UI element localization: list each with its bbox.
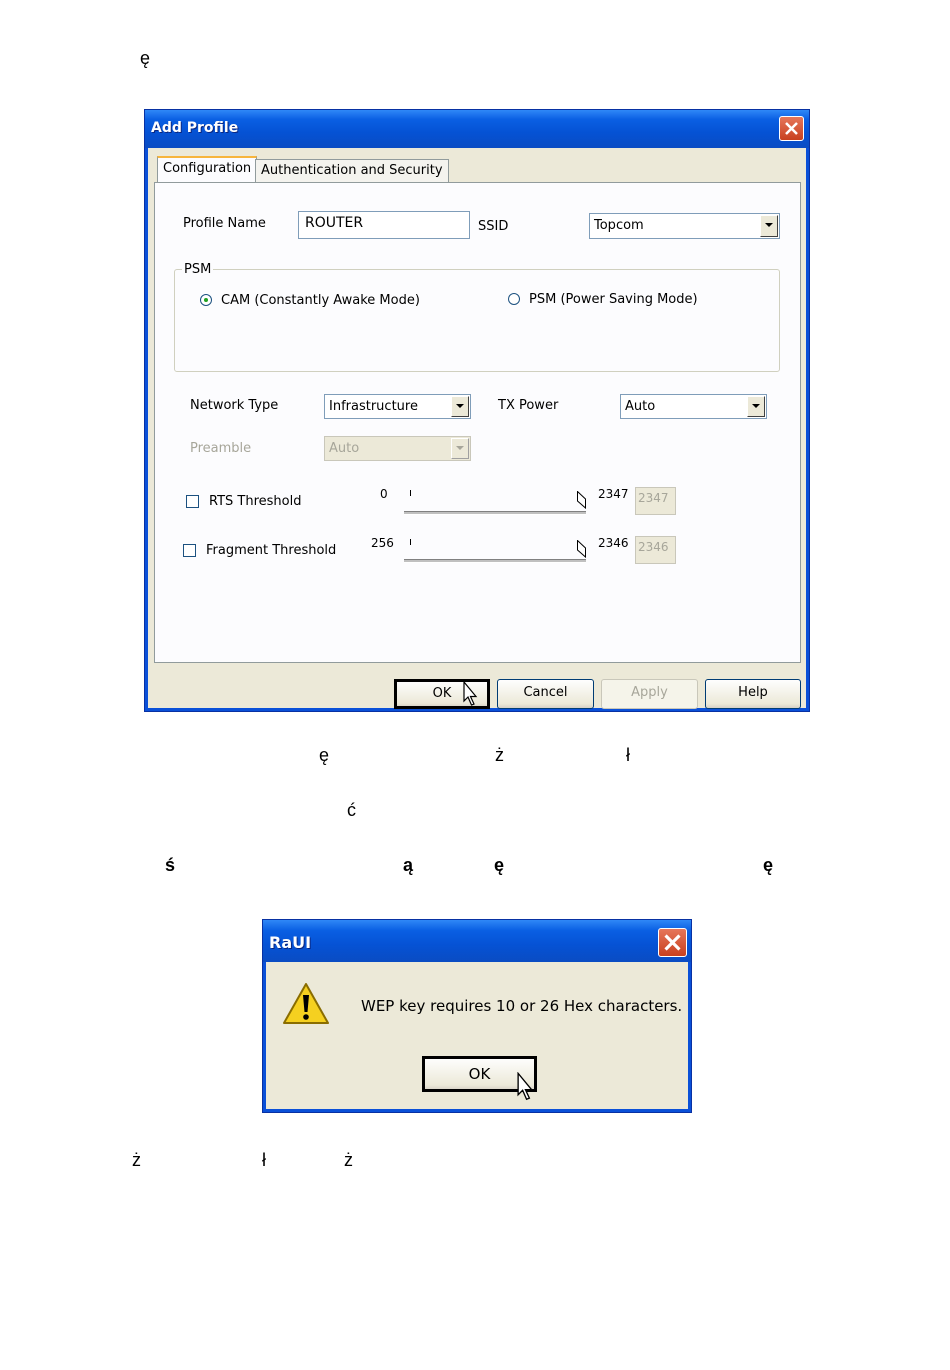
doc-line-3-char-1: ć: [347, 800, 356, 820]
rts-value-box: 2347: [635, 487, 676, 515]
fragment-threshold-label[interactable]: Fragment Threshold: [206, 543, 337, 558]
rts-slider-thumb[interactable]: [577, 491, 586, 509]
fragment-value-box: 2346: [635, 536, 676, 564]
apply-button: Apply: [601, 679, 698, 709]
fragment-slider-tick: [410, 539, 411, 545]
raui-title: RaUI: [269, 933, 312, 952]
fragment-max-label: 2346: [598, 536, 629, 550]
doc-line-5-char-3: ż: [344, 1150, 353, 1170]
preamble-label: Preamble: [190, 441, 252, 456]
configuration-panel: [154, 182, 801, 663]
psm-radio[interactable]: [508, 293, 520, 305]
close-icon: [784, 121, 799, 136]
mouse-cursor-icon: [517, 1072, 535, 1104]
doc-line-5-char-1: ż: [132, 1150, 141, 1170]
add-profile-client: [148, 148, 806, 708]
doc-line-2-char-2: ż: [495, 745, 504, 765]
psm-groupbox: [174, 269, 780, 372]
doc-line-2-char-3: ł: [626, 745, 630, 765]
chevron-down-icon[interactable]: [760, 215, 778, 237]
ssid-select[interactable]: [589, 213, 780, 239]
rts-slider-tick: [410, 490, 411, 496]
rts-min-label: 0: [380, 487, 388, 501]
raui-client: [266, 962, 688, 1109]
doc-line-4-char-2: ą: [403, 855, 414, 875]
psm-label[interactable]: PSM (Power Saving Mode): [529, 292, 698, 307]
add-profile-window: [144, 109, 810, 712]
rts-threshold-label[interactable]: RTS Threshold: [209, 494, 302, 509]
chevron-down-icon[interactable]: [747, 396, 765, 417]
cam-label[interactable]: CAM (Constantly Awake Mode): [221, 293, 420, 308]
add-profile-titlebar[interactable]: [145, 110, 809, 148]
ssid-value: Topcom: [594, 218, 644, 233]
cam-radio[interactable]: [200, 294, 212, 306]
doc-line-1-char-1: ę: [140, 48, 151, 68]
rts-max-label: 2347: [598, 487, 629, 501]
tab-authentication-security[interactable]: Authentication and Security: [255, 159, 449, 183]
mouse-cursor-icon: [463, 681, 479, 709]
rts-threshold-checkbox[interactable]: [186, 495, 199, 508]
fragment-slider-thumb[interactable]: [577, 540, 586, 558]
fragment-slider[interactable]: [404, 559, 586, 563]
add-profile-close-button[interactable]: [779, 116, 804, 141]
tx-power-select[interactable]: [620, 394, 767, 419]
doc-line-4-char-3: ę: [494, 855, 505, 875]
rts-slider[interactable]: [404, 511, 586, 515]
doc-line-5-char-2: ł: [262, 1150, 266, 1170]
psm-group-title: PSM: [184, 262, 212, 277]
fragment-threshold-checkbox[interactable]: [183, 544, 196, 557]
profile-name-label: Profile Name: [183, 216, 266, 231]
tx-power-label: TX Power: [498, 398, 559, 413]
raui-titlebar[interactable]: [263, 920, 691, 962]
add-profile-title: Add Profile: [151, 120, 239, 136]
profile-name-input[interactable]: ROUTER: [298, 211, 470, 239]
ok-button[interactable]: OK: [394, 679, 490, 709]
preamble-select: [324, 436, 471, 461]
doc-line-4-char-1: ś: [165, 855, 176, 875]
close-icon: [663, 933, 682, 952]
help-button[interactable]: Help: [705, 679, 801, 709]
chevron-down-icon: [451, 438, 469, 459]
chevron-down-icon[interactable]: [451, 396, 469, 417]
raui-message: WEP key requires 10 or 26 Hex characters.: [361, 997, 683, 1015]
network-type-select[interactable]: [324, 394, 471, 419]
ssid-label: SSID: [478, 219, 509, 234]
fragment-min-label: 256: [371, 536, 394, 550]
raui-window: [262, 919, 692, 1113]
cancel-button[interactable]: Cancel: [497, 679, 594, 709]
raui-close-button[interactable]: [658, 928, 687, 957]
network-type-label: Network Type: [190, 398, 279, 413]
tab-configuration[interactable]: Configuration: [157, 156, 257, 183]
tx-power-value: Auto: [625, 399, 656, 414]
raui-ok-button[interactable]: OK: [422, 1056, 537, 1092]
doc-line-4-char-4: ę: [763, 855, 774, 875]
preamble-value: Auto: [329, 441, 360, 456]
doc-line-2-char-1: ę: [319, 745, 330, 765]
network-type-value: Infrastructure: [329, 399, 418, 414]
warning-icon: [282, 982, 330, 1026]
